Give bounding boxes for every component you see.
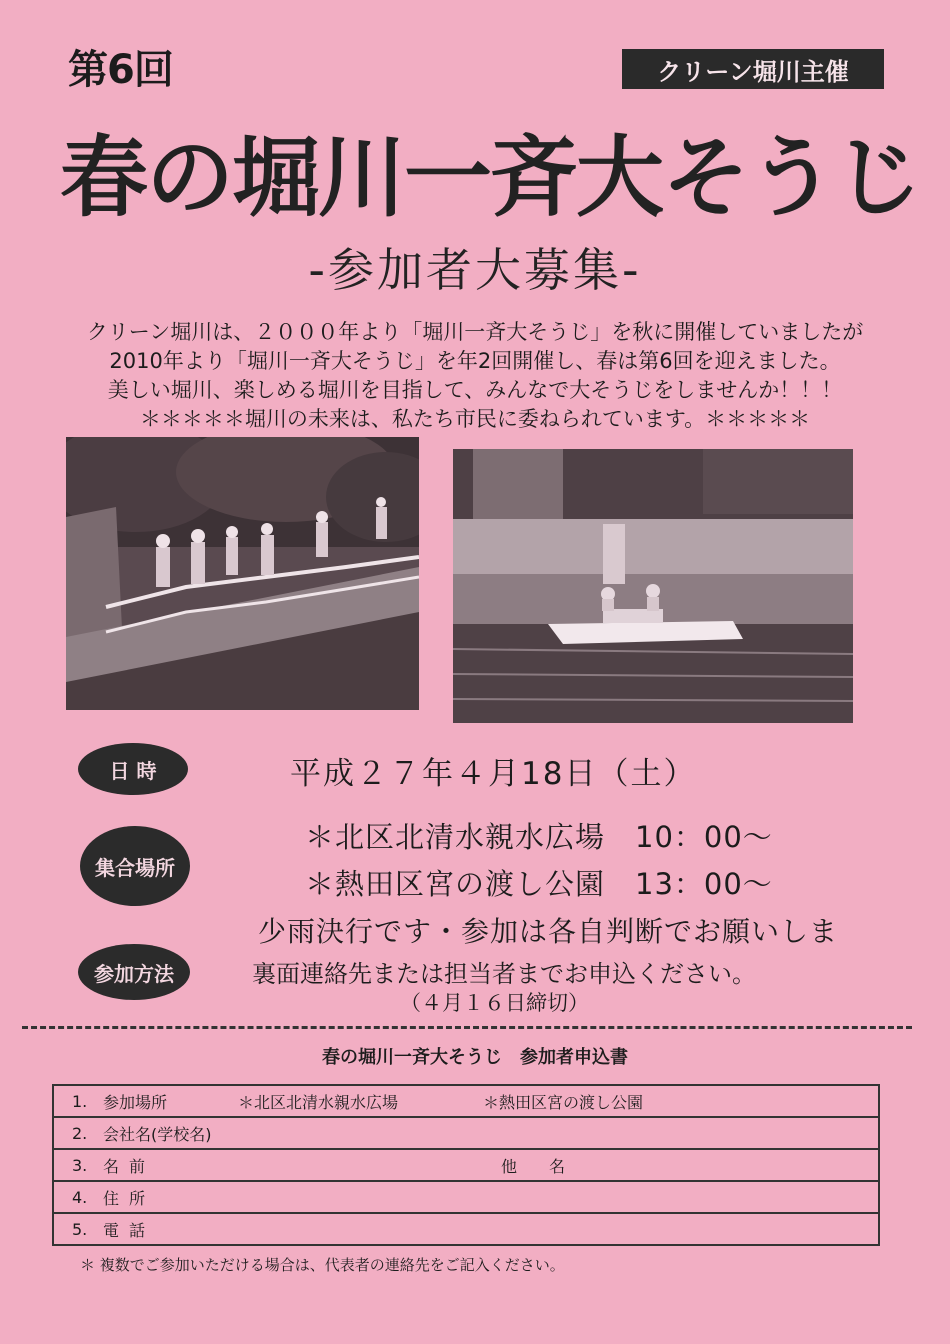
form-row-name — [53, 1149, 879, 1181]
intro-text — [30, 318, 920, 434]
form-row-company — [53, 1117, 879, 1149]
application-form-table — [52, 1084, 880, 1246]
row-label[interactable]: 会社名(学校名) — [103, 1117, 879, 1149]
form-row-place — [53, 1085, 879, 1117]
form-title: 春の堀川一斉大そうじ 参加者申込書 — [322, 1047, 628, 1068]
cleanup-photo-boat — [453, 449, 853, 723]
intro-line-3: 美しい堀川、楽しめる堀川を目指して、みんなで大そうじをしませんか！！！ — [107, 378, 843, 402]
address-field[interactable] — [238, 1181, 879, 1213]
application-note: 裏面連絡先または担当者までお申込ください。 — [252, 960, 756, 988]
row-number: 3. — [53, 1149, 103, 1181]
date-value: 平成２７年４月18日（土） — [290, 756, 697, 792]
organizer-badge: クリーン堀川主催 — [622, 49, 884, 89]
form-row-phone — [53, 1213, 879, 1245]
deadline-note: （４月１６日締切） — [400, 991, 589, 1015]
row-label: 名前 — [103, 1149, 238, 1181]
subtitle: -参加者大募集- — [308, 243, 642, 297]
row-number: 2. — [53, 1117, 103, 1149]
place-option-2[interactable]: ＊熱田区宮の渡し公園 — [483, 1092, 644, 1112]
intro-line-2: 2010年より「堀川一斉大そうじ」を年2回開催し、春は第6回を迎えました。 — [109, 349, 841, 373]
cleanup-photo-riverbank — [66, 437, 419, 710]
row-number: 5. — [53, 1213, 103, 1245]
meeting-place-1: ＊北区北清水親水広場 10：00～ — [305, 820, 773, 854]
rain-note: 少雨決行です・参加は各自判断でお願いしま — [258, 915, 839, 948]
participation-method-label: 参加方法 — [78, 944, 190, 1000]
meeting-place-label: 集合場所 — [80, 826, 190, 906]
form-row-address — [53, 1181, 879, 1213]
main-title: 春の堀川一斉大そうじ — [60, 126, 921, 229]
intro-line-4: ＊＊＊＊＊堀川の未来は、私たち市民に委ねられています。＊＊＊＊＊ — [139, 407, 811, 431]
cut-line — [22, 1026, 912, 1029]
row-number: 4. — [53, 1181, 103, 1213]
other-count-field[interactable]: 他 名 — [483, 1149, 879, 1181]
row-label: 住所 — [103, 1181, 238, 1213]
edition-label: 第6回 — [68, 47, 173, 93]
phone-field[interactable] — [238, 1213, 879, 1245]
row-number: 1. — [72, 1091, 88, 1111]
row-label: 参加場所 — [103, 1092, 168, 1112]
form-footnote: ＊ 複数でご参加いただける場合は、代表者の連絡先をご記入ください。 — [80, 1256, 565, 1274]
meeting-place-2: ＊熱田区宮の渡し公園 13：00～ — [305, 867, 773, 901]
intro-line-1: クリーン堀川は、２０００年より「堀川一斉大そうじ」を秋に開催していましたが — [86, 320, 864, 344]
date-label: 日 時 — [78, 743, 188, 795]
place-option-1[interactable]: ＊北区北清水親水広場 — [238, 1092, 399, 1112]
name-field[interactable] — [238, 1149, 483, 1181]
row-label: 電話 — [103, 1213, 238, 1245]
